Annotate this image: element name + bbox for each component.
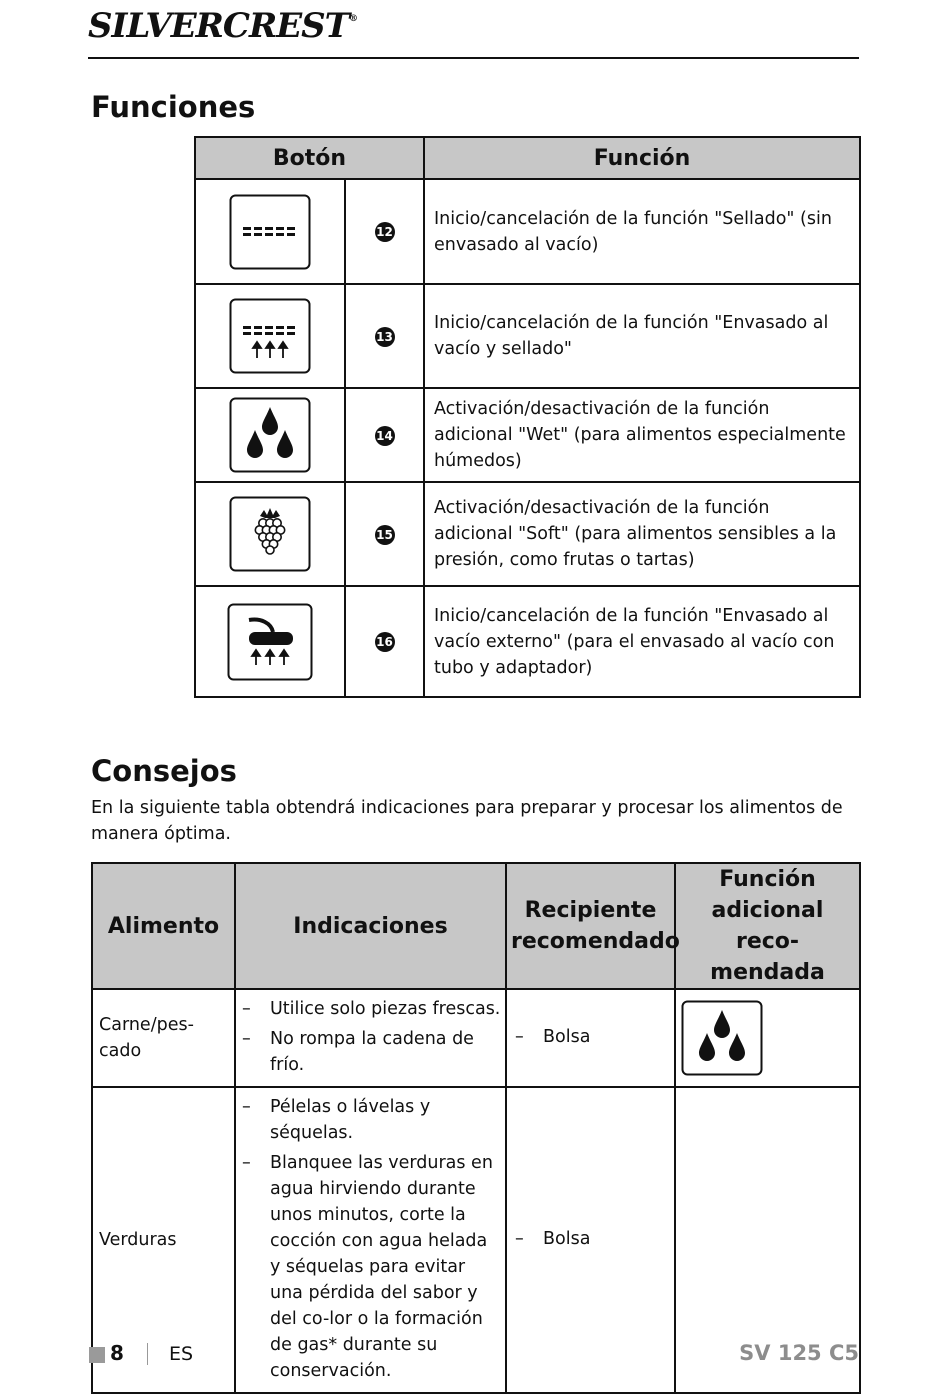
table-row	[92, 989, 860, 1087]
icon-cell	[195, 586, 345, 697]
col-header-indicaciones: Indicaciones	[235, 863, 506, 989]
callout-number: 13	[375, 327, 395, 347]
footer-marker	[89, 1347, 105, 1363]
consejos-intro: En la siguiente tabla obtendrá indicaciones para preparar y procesar los alimentos de manera óptima.	[91, 798, 843, 844]
wet-drops-icon	[229, 397, 311, 473]
callout-number: 12	[375, 222, 395, 242]
wet-drops-icon	[681, 1000, 763, 1076]
container-list	[515, 1226, 670, 1252]
callout-number: 14	[375, 426, 395, 446]
number-cell	[345, 482, 424, 586]
food-cell: Verduras	[92, 1087, 235, 1393]
brand-name: SILVERCREST	[88, 6, 349, 46]
callout-number: 16	[375, 632, 395, 652]
indications-list	[242, 996, 503, 1078]
function-cell	[675, 989, 860, 1087]
col-header-boton: Botón	[195, 137, 424, 179]
container-cell	[506, 1087, 675, 1393]
header-rule	[88, 57, 859, 59]
icon-cell	[195, 284, 345, 388]
list-item: – Blanquee las verduras en agua hirviendo durante unos minutos, corte la cocción con agua helada y séquelas para evitar una pérdida del sabor y del co-lor o la formación de gas* durante su conservación.	[242, 1150, 503, 1384]
page-number: 8	[110, 1341, 124, 1365]
container-list	[515, 1024, 670, 1050]
table-row	[195, 586, 860, 697]
brand-logo	[88, 6, 357, 46]
function-description: Inicio/cancelación de la función "Sellado" (sin envasado al vacío)	[424, 179, 860, 284]
number-cell	[345, 284, 424, 388]
number-cell	[345, 586, 424, 697]
table-row	[195, 482, 860, 586]
funciones-header-row	[195, 137, 860, 179]
icon-cell	[195, 482, 345, 586]
list-item: – Bolsa	[515, 1024, 670, 1050]
icon-cell	[195, 179, 345, 284]
col-header-recipiente: Recipiente recomendado	[506, 863, 675, 989]
consejos-header-row	[92, 863, 860, 989]
list-item: – Bolsa	[515, 1226, 670, 1252]
section-title-funciones: Funciones	[91, 90, 256, 124]
registered-mark: ®	[348, 14, 357, 24]
number-cell	[345, 388, 424, 482]
list-item: – No rompa la cadena de frío.	[242, 1026, 503, 1078]
external-vacuum-icon	[227, 603, 313, 681]
col-header-funcion-adicional: Función adicional reco-mendada	[675, 863, 860, 989]
col-header-funcion: Función	[424, 137, 860, 179]
footer-divider	[147, 1343, 148, 1365]
container-cell	[506, 989, 675, 1087]
function-description: Inicio/cancelación de la función "Envasado al vacío y sellado"	[424, 284, 860, 388]
function-description: Activación/desactivación de la función adicional "Wet" (para alimentos especialmente húmedos)	[424, 388, 860, 482]
model-number: SV 125 C5	[739, 1341, 859, 1365]
table-row	[195, 388, 860, 482]
indications-list	[242, 1094, 503, 1384]
food-cell: Carne/pes-cado	[92, 989, 235, 1087]
indications-cell	[235, 989, 506, 1087]
indications-cell	[235, 1087, 506, 1393]
language-code: ES	[169, 1343, 194, 1365]
col-header-alimento: Alimento	[92, 863, 235, 989]
number-cell	[345, 179, 424, 284]
list-item: – Utilice solo piezas frescas.	[242, 996, 503, 1022]
table-row	[195, 179, 860, 284]
soft-berry-icon	[229, 496, 311, 572]
vacuum-seal-icon	[229, 298, 311, 374]
seal-icon	[229, 194, 311, 270]
callout-number: 15	[375, 525, 395, 545]
table-row	[195, 284, 860, 388]
function-description: Activación/desactivación de la función adicional "Soft" (para alimentos sensibles a la presión, como frutas o tartas)	[424, 482, 860, 586]
icon-cell	[195, 388, 345, 482]
funciones-table	[194, 136, 861, 698]
section-title-consejos: Consejos	[91, 754, 237, 788]
function-description: Inicio/cancelación de la función "Envasado al vacío externo" (para el envasado al vacío con tubo y adaptador)	[424, 586, 860, 697]
consejos-table	[91, 862, 861, 1394]
list-item: – Pélelas o lávelas y séquelas.	[242, 1094, 503, 1146]
